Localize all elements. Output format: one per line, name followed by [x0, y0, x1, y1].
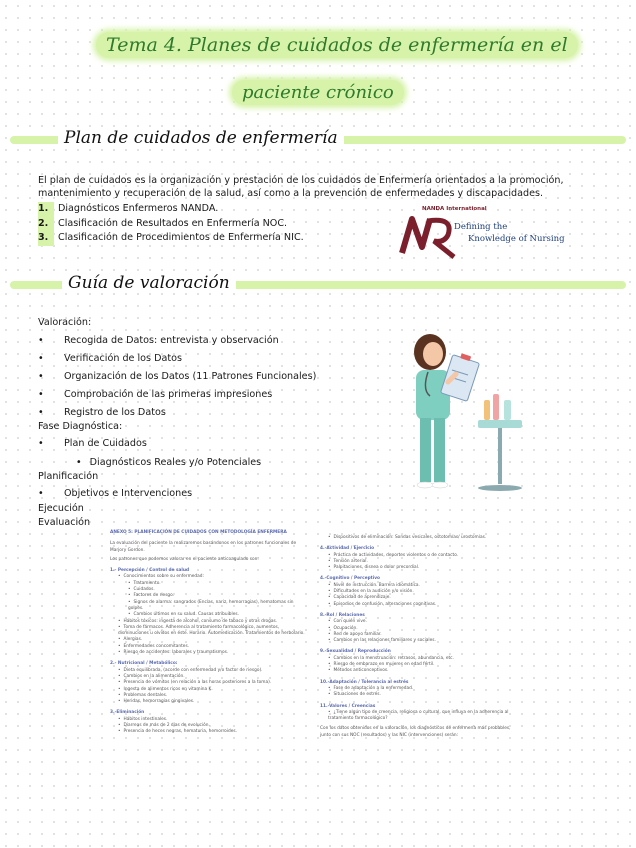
- annex-line: • Tratamiento.: [128, 580, 161, 586]
- annex-line: • Factores de riesgo.: [128, 593, 175, 599]
- list-item: • Plan de Cuidados: [38, 438, 147, 449]
- annex-intro: Los patrones que podemos valorar en el paciente anticoagulado son:: [110, 556, 259, 562]
- annex-line: • Métodos anticonceptivos.: [328, 668, 389, 674]
- annex-section-heading: 4.-Cognitivo / Perceptivo: [320, 576, 380, 582]
- annex-line: • Situaciones de estrés.: [328, 692, 381, 698]
- annex-heading: ANEXO 5: PLANIFICACIÓN DE CUIDADOS CON METODOLOGÍA ENFERMERA: [110, 530, 287, 535]
- annex-line: • Episodios de confusión, alteraciones cognitivas.: [328, 601, 437, 607]
- annex-section-heading: 2.- Nutricional / Metabólico:: [110, 661, 178, 667]
- annex-line: • Tensión arterial.: [328, 558, 368, 564]
- valoracion-label: Valoración:: [38, 317, 92, 328]
- annex-line: • Signos de alarma: sangrados (Encías, nariz, hemorragias), hematomas sin golpes.: [128, 599, 294, 611]
- annex-section-heading: 8.-Rol / Relaciones: [320, 612, 365, 618]
- annex-line: • Práctica de actividades, deportes violentos o de contacto.: [328, 552, 459, 558]
- annex-line: • Riesgo de accidentes: laborales y traumatismos.: [118, 650, 229, 656]
- annex-line: • Conocimientos sobre su enfermedad:: [118, 574, 204, 580]
- nanda-logo-icon: [398, 209, 460, 261]
- annex-line: • Ingesta de alimentos ricos en vitamina K.: [118, 686, 213, 692]
- nanda-logo: [398, 206, 573, 261]
- annex-line: • Cambios en la alimentación.: [118, 673, 185, 679]
- nurse-illustration: [400, 330, 535, 495]
- valoracion-list: [38, 332, 316, 422]
- annex-section-heading: 3.-Eliminación: [110, 710, 145, 716]
- page-title-line-2: paciente crónico: [232, 80, 404, 105]
- numbered-list: [38, 202, 304, 246]
- list-item: 3. Clasificación de Procedimientos de Enfermería NIC.: [38, 231, 304, 246]
- annex-line: • Problemas dentales.: [118, 692, 168, 698]
- logo-brand-text: NANDA International: [422, 206, 487, 212]
- annex-line: • Hábitos intestinales.: [118, 716, 168, 722]
- annex-line: • Cuidados.: [128, 587, 155, 593]
- annex-line: • Dispositivos de eliminación: Sondas vesicales, ostotomías/ urostomías.: [328, 535, 487, 540]
- evaluacion-label: Evaluación: [38, 517, 91, 528]
- annex-section-heading: 10.-Adaptación / Tolerancia al estrés: [320, 679, 409, 685]
- annex-line: • Riesgo de embarazo en mujeres en edad fértil.: [328, 662, 435, 668]
- list-item: • Diagnósticos Reales y/o Potenciales: [76, 457, 262, 468]
- annex-line: • Cambios últimos en su salud. Causas atribuibles.: [128, 612, 239, 618]
- list-item: • Registro de los Datos: [38, 407, 166, 418]
- annex-line: • Ocupación.: [328, 625, 358, 631]
- list-item: 2. Clasificación de Resultados en Enfermería NOC.: [38, 217, 304, 232]
- annex-line: • Fase de adaptación a la enfermedad.: [328, 685, 414, 691]
- annex-line: • Enfermedades concomitantes.: [118, 643, 190, 649]
- page-title-line-1: Tema 4. Planes de cuidados de enfermería en el: [96, 32, 578, 58]
- annex-right-column: [320, 530, 522, 739]
- annex-line: • Nivel de instrucción. Barrera idiomática.: [328, 582, 420, 588]
- ejecucion-label: Ejecución: [38, 503, 84, 514]
- list-item: 1. Diagnósticos Enfermeros NANDA.: [38, 202, 304, 217]
- annex-document: [102, 530, 522, 820]
- list-item: • Recogida de Datos: entrevista y observación: [38, 335, 279, 346]
- fase-diagnostica: Fase Diagnóstica:: [38, 421, 123, 432]
- annex-left-column: [110, 530, 306, 736]
- list-item: • Organización de los Datos (11 Patrones Funcionales): [38, 371, 317, 382]
- annex-line: • Diarreas de más de 2 días de evolución.: [118, 723, 210, 729]
- annex-line: • Heridas, hemorragias gingivales.: [118, 699, 195, 705]
- annex-line: • Dieta equilibrada, (acorde con enfermedad y/o factor de riesgo).: [118, 667, 263, 673]
- annex-section-heading: 1.- Percepción / Control de salud: [110, 568, 190, 574]
- annex-line: • Cambios en las relaciones familiares y sociales.: [328, 638, 436, 644]
- annex-line: • Capacidad de aprendizaje.: [328, 595, 391, 601]
- annex-line: • Cambios en la menstruación: retrasos, abundancia, etc.: [328, 655, 454, 661]
- list-item: • Verificación de los Datos: [38, 353, 182, 364]
- section-title-guia: Guía de valoración: [62, 273, 236, 293]
- annex-section-heading: 4.-Actividad / Ejercicio: [320, 546, 375, 552]
- annex-line: • Hábitos tóxicos: ingesta de alcohol, consumo de tabaco y otras drogas.: [118, 618, 278, 624]
- intro-paragraph: El plan de cuidados es la organización y prestación de los cuidados de Enfermería orientados a la promoción, mantenimiento y recuperación de la salud, así como a la prevención de enfermedades y discapacidades.: [38, 175, 564, 199]
- list-item: • Objetivos e Intervenciones: [38, 488, 193, 499]
- annex-line: • Toma de fármacos. Adherencia al tratamiento farmacológico, aumentos, disminuciones u olvidos en éste. Horario. Automedicación. Tratamientos de herbolario.: [118, 624, 305, 637]
- annex-closing: Con los datos obtenidos en la valoración, los diagnósticos de enfermería más probables, junto con sus NOC (resultados) y las NIC (intervenciones) serán:: [320, 726, 511, 738]
- annex-line: • Presencia de vómitos (en relación a las horas posteriores a la toma).: [118, 680, 272, 686]
- annex-intro: La evaluación del paciente la realizaremos basándonos en los patrones funcionales de Marjory Gordon.: [110, 541, 297, 553]
- planificacion-label: Planificación: [38, 471, 99, 482]
- annex-line: • Con quién vive.: [328, 619, 367, 625]
- logo-tagline-1: Defining the: [454, 222, 508, 232]
- annex-line: • Alergias.: [118, 637, 143, 643]
- annex-section-heading: 9.-Sexualidad / Reproducción: [320, 649, 391, 655]
- annex-line: • ¿Tiene algún tipo de creencia, religiosa o cultural, que influya en la adherencia al tratamiento farmacológico?: [328, 709, 509, 722]
- annex-line: • Presencia de heces negras, hematuria, hemorroides.: [118, 729, 237, 735]
- annex-line: • Palpitaciones, disnea o dolor precordial.: [328, 565, 420, 571]
- list-item: • Comprobación de las primeras impresiones: [38, 389, 273, 400]
- annex-section-heading: 11.-Valores / Creencias: [320, 703, 376, 709]
- annex-line: • Red de apoyo familiar.: [328, 631, 382, 637]
- section-title-plan: Plan de cuidados de enfermería: [58, 128, 344, 148]
- annex-line: • Dificultades en la audición y/o visión.: [328, 589, 414, 595]
- logo-tagline-2: Knowledge of Nursing: [468, 234, 565, 244]
